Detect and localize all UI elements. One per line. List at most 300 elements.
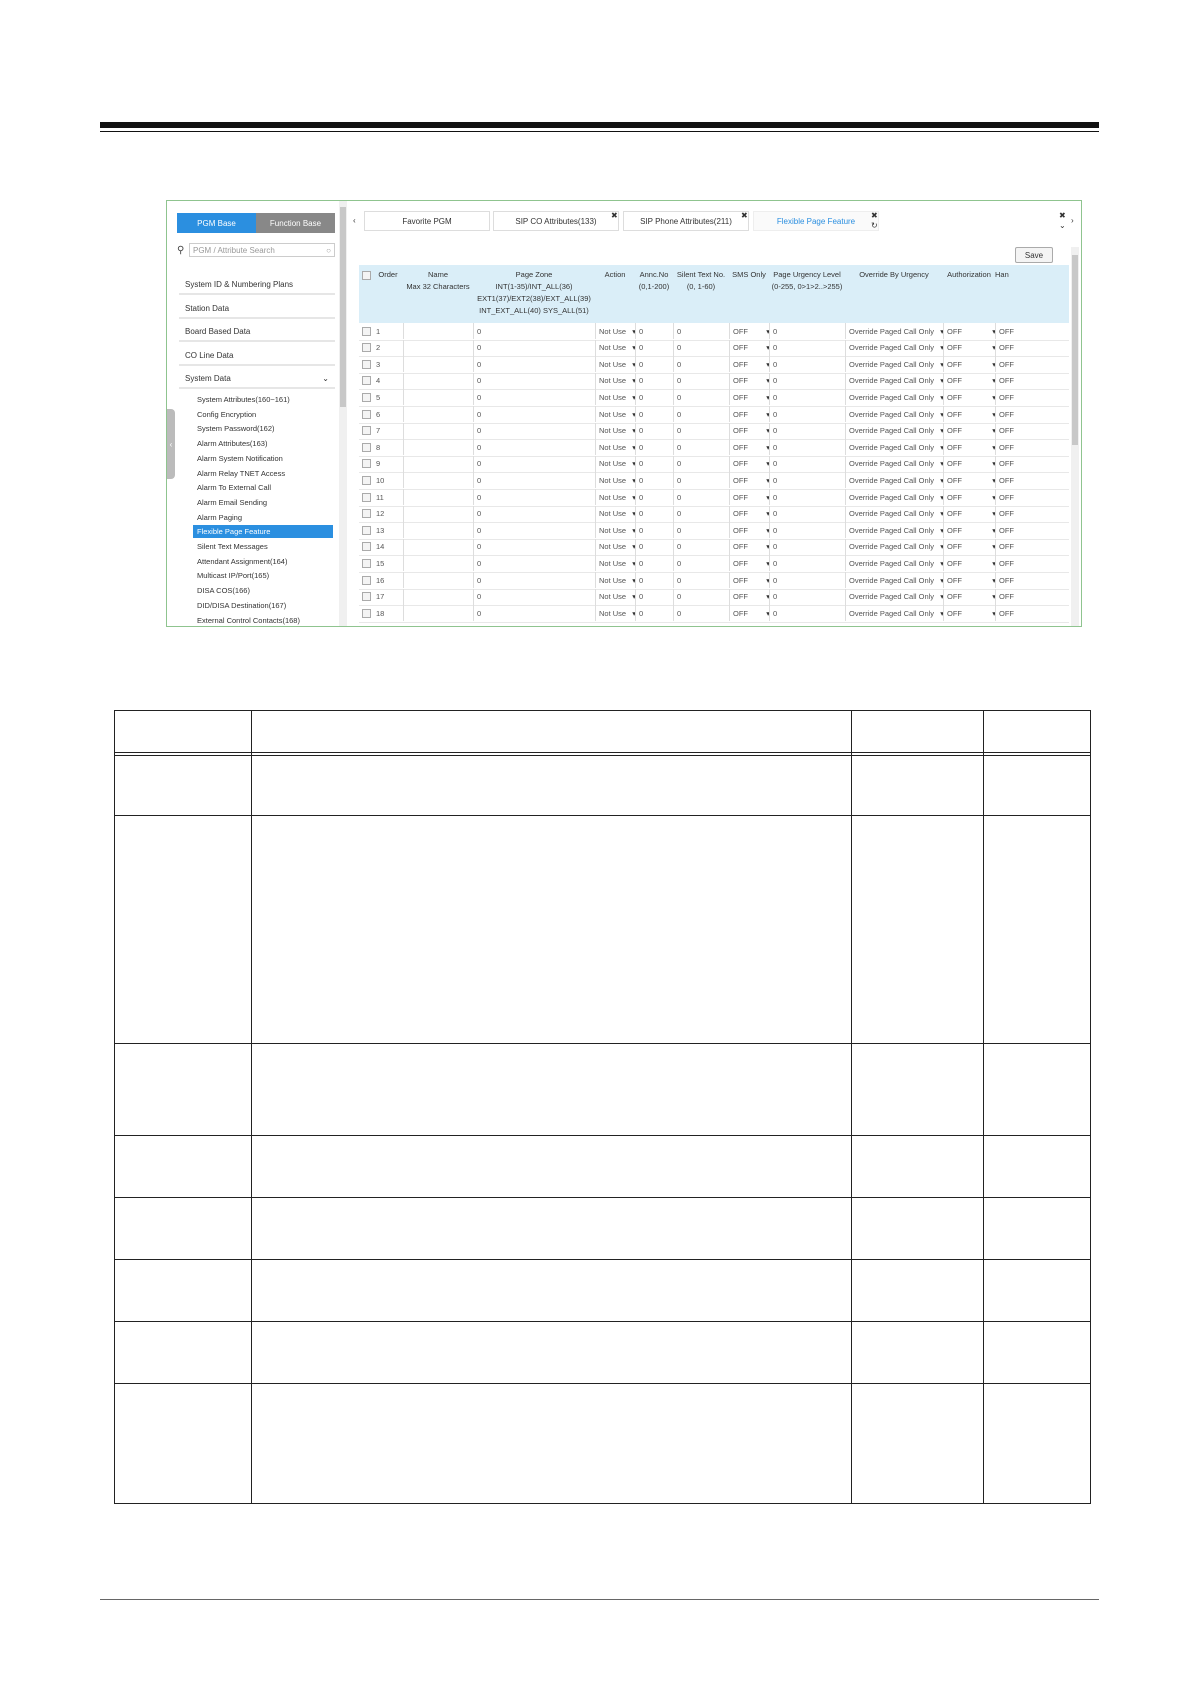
cell-action[interactable]	[595, 423, 639, 439]
dropdown-arrow-icon[interactable]: ▾	[632, 409, 636, 419]
cell-auth[interactable]	[943, 356, 999, 372]
cell-silent[interactable]	[673, 356, 733, 372]
sidebar-subitem-7[interactable]: Alarm Email Sending	[197, 497, 268, 507]
cell-override[interactable]	[845, 406, 947, 422]
cell-urgency[interactable]	[769, 323, 849, 339]
dropdown-arrow-icon[interactable]: ▾	[632, 326, 636, 336]
cell-page_zone[interactable]	[473, 589, 599, 605]
dropdown-arrow-icon[interactable]: ▾	[632, 592, 636, 602]
cell-urgency[interactable]	[769, 439, 849, 455]
cell-sms[interactable]	[729, 506, 773, 522]
tab-flexible-page-feature[interactable]: Flexible Page Feature	[753, 211, 879, 231]
sidebar-subitem-0[interactable]: System Attributes(160~161)	[197, 395, 290, 404]
cell-sms[interactable]	[729, 356, 773, 372]
cell-action[interactable]	[595, 539, 639, 555]
cell-auth[interactable]	[943, 323, 999, 339]
cell-sms[interactable]	[729, 406, 773, 422]
dropdown-arrow-icon[interactable]: ▾	[766, 475, 770, 485]
cell-page_zone[interactable]	[473, 489, 599, 505]
cell-page_zone[interactable]	[473, 389, 599, 405]
cell-auth[interactable]	[943, 522, 999, 538]
cell-sms[interactable]	[729, 572, 773, 588]
close-tab-flexible-page-icon[interactable]: ✖	[871, 211, 878, 220]
cell-page_zone[interactable]	[473, 423, 599, 439]
row-checkbox[interactable]	[362, 443, 371, 452]
cell-auth[interactable]	[943, 389, 999, 405]
cell-sms[interactable]	[729, 522, 773, 538]
sidebar-item-4[interactable]	[179, 369, 335, 389]
cell-annc[interactable]	[635, 555, 677, 571]
tab-list-dropdown-icon[interactable]: ⌄	[1059, 221, 1066, 230]
tab-sip-co-attributes[interactable]: SIP CO Attributes(133)	[493, 211, 619, 231]
dropdown-arrow-icon[interactable]: ▾	[766, 409, 770, 419]
cell-urgency[interactable]	[769, 389, 849, 405]
cell-override[interactable]	[845, 539, 947, 555]
name-input[interactable]	[403, 456, 474, 472]
sidebar-scroll-thumb[interactable]	[340, 207, 346, 407]
dropdown-arrow-icon[interactable]: ▾	[940, 326, 944, 336]
row-checkbox[interactable]	[362, 327, 371, 336]
cell-page_zone[interactable]	[473, 373, 599, 389]
cell-han[interactable]	[995, 423, 1021, 439]
row-checkbox[interactable]	[362, 393, 371, 402]
name-input[interactable]	[403, 373, 474, 389]
cell-auth[interactable]	[943, 439, 999, 455]
sidebar-subitem-3[interactable]: Alarm Attributes(163)	[197, 439, 268, 449]
cell-action[interactable]	[595, 456, 639, 472]
header-han[interactable]: Han	[995, 270, 1009, 279]
sidebar-item-3[interactable]	[179, 346, 335, 366]
dropdown-arrow-icon[interactable]: ▾	[632, 359, 636, 369]
cell-annc[interactable]	[635, 589, 677, 605]
dropdown-arrow-icon[interactable]: ▾	[766, 359, 770, 369]
cell-han[interactable]	[995, 356, 1021, 372]
cell-action[interactable]	[595, 506, 639, 522]
dropdown-arrow-icon[interactable]: ▾	[992, 426, 996, 436]
dropdown-arrow-icon[interactable]: ▾	[992, 558, 996, 568]
cell-annc[interactable]	[635, 572, 677, 588]
close-tab-sip-phone-icon[interactable]: ✖	[741, 211, 748, 220]
cell-page_zone[interactable]	[473, 472, 599, 488]
cell-sms[interactable]	[729, 323, 773, 339]
dropdown-arrow-icon[interactable]: ▾	[632, 426, 636, 436]
sidebar-item-1[interactable]	[179, 299, 335, 319]
dropdown-arrow-icon[interactable]: ▾	[940, 343, 944, 353]
sidebar-scrollbar[interactable]	[339, 201, 347, 626]
cell-action[interactable]	[595, 572, 639, 588]
cell-han[interactable]	[995, 472, 1021, 488]
dropdown-arrow-icon[interactable]: ▾	[940, 359, 944, 369]
cell-annc[interactable]	[635, 340, 677, 356]
dropdown-arrow-icon[interactable]: ▾	[766, 442, 770, 452]
dropdown-arrow-icon[interactable]: ▾	[992, 509, 996, 519]
cell-han[interactable]	[995, 605, 1021, 621]
cell-auth[interactable]	[943, 555, 999, 571]
cell-silent[interactable]	[673, 472, 733, 488]
select-all-checkbox[interactable]	[362, 271, 371, 280]
cell-page_zone[interactable]	[473, 605, 599, 621]
function-base-button[interactable]: Function Base	[256, 213, 335, 233]
sidebar-subitem-6[interactable]: Alarm To External Call	[197, 483, 272, 493]
dropdown-arrow-icon[interactable]: ▾	[940, 392, 944, 402]
header-name[interactable]	[403, 269, 473, 293]
cell-annc[interactable]	[635, 406, 677, 422]
sidebar-subitem-2[interactable]: System Password(162)	[197, 424, 275, 434]
dropdown-arrow-icon[interactable]: ▾	[766, 392, 770, 402]
dropdown-arrow-icon[interactable]: ▾	[632, 459, 636, 469]
cell-override[interactable]	[845, 340, 947, 356]
cell-urgency[interactable]	[769, 506, 849, 522]
cell-han[interactable]	[995, 373, 1021, 389]
cell-action[interactable]	[595, 472, 639, 488]
cell-silent[interactable]	[673, 539, 733, 555]
name-input[interactable]	[403, 489, 474, 505]
cell-urgency[interactable]	[769, 539, 849, 555]
dropdown-arrow-icon[interactable]: ▾	[632, 525, 636, 535]
cell-action[interactable]	[595, 389, 639, 405]
header-silent-text[interactable]	[673, 269, 729, 293]
header-order[interactable]: Order	[378, 270, 398, 279]
cell-override[interactable]	[845, 323, 947, 339]
cell-page_zone[interactable]	[473, 572, 599, 588]
dropdown-arrow-icon[interactable]: ▾	[940, 426, 944, 436]
cell-override[interactable]	[845, 456, 947, 472]
cell-annc[interactable]	[635, 373, 677, 389]
tabs-left-arrow-icon[interactable]: ‹	[353, 216, 356, 225]
cell-silent[interactable]	[673, 572, 733, 588]
header-annc-no[interactable]	[635, 269, 673, 293]
dropdown-arrow-icon[interactable]: ▾	[940, 542, 944, 552]
cell-override[interactable]	[845, 472, 947, 488]
refresh-tab-icon[interactable]: ↻	[871, 221, 878, 230]
cell-sms[interactable]	[729, 340, 773, 356]
row-checkbox[interactable]	[362, 343, 371, 352]
cell-override[interactable]	[845, 356, 947, 372]
row-checkbox[interactable]	[362, 542, 371, 551]
row-checkbox[interactable]	[362, 509, 371, 518]
cell-action[interactable]	[595, 489, 639, 505]
cell-annc[interactable]	[635, 489, 677, 505]
row-checkbox[interactable]	[362, 476, 371, 485]
dropdown-arrow-icon[interactable]: ▾	[766, 492, 770, 502]
tab-sip-phone-attributes[interactable]: SIP Phone Attributes(211)	[623, 211, 749, 231]
cell-urgency[interactable]	[769, 572, 849, 588]
grid-scrollbar[interactable]	[1071, 247, 1079, 626]
close-all-tabs-icon[interactable]: ✖	[1059, 211, 1066, 220]
cell-action[interactable]	[595, 373, 639, 389]
dropdown-arrow-icon[interactable]: ▾	[992, 608, 996, 618]
cell-han[interactable]	[995, 489, 1021, 505]
dropdown-arrow-icon[interactable]: ▾	[992, 542, 996, 552]
dropdown-arrow-icon[interactable]: ▾	[940, 376, 944, 386]
cell-han[interactable]	[995, 506, 1021, 522]
dropdown-arrow-icon[interactable]: ▾	[940, 592, 944, 602]
cell-urgency[interactable]	[769, 356, 849, 372]
cell-sms[interactable]	[729, 472, 773, 488]
dropdown-arrow-icon[interactable]: ▾	[632, 442, 636, 452]
sidebar-subitem-13[interactable]: DISA COS(166)	[197, 586, 250, 596]
dropdown-arrow-icon[interactable]: ▾	[766, 509, 770, 519]
cell-annc[interactable]	[635, 539, 677, 555]
cell-annc[interactable]	[635, 506, 677, 522]
cell-annc[interactable]	[635, 323, 677, 339]
cell-sms[interactable]	[729, 589, 773, 605]
cell-annc[interactable]	[635, 439, 677, 455]
name-input[interactable]	[403, 605, 474, 621]
header-page-urgency[interactable]	[769, 269, 845, 293]
dropdown-arrow-icon[interactable]: ▾	[992, 492, 996, 502]
cell-urgency[interactable]	[769, 373, 849, 389]
cell-urgency[interactable]	[769, 340, 849, 356]
grid-scroll-thumb[interactable]	[1072, 255, 1078, 445]
cell-silent[interactable]	[673, 489, 733, 505]
dropdown-arrow-icon[interactable]: ▾	[632, 475, 636, 485]
dropdown-arrow-icon[interactable]: ▾	[632, 558, 636, 568]
cell-auth[interactable]	[943, 373, 999, 389]
cell-auth[interactable]	[943, 423, 999, 439]
cell-urgency[interactable]	[769, 555, 849, 571]
row-checkbox[interactable]	[362, 559, 371, 568]
cell-sms[interactable]	[729, 605, 773, 621]
cell-annc[interactable]	[635, 389, 677, 405]
row-checkbox[interactable]	[362, 609, 371, 618]
cell-urgency[interactable]	[769, 456, 849, 472]
name-input[interactable]	[403, 389, 474, 405]
cell-action[interactable]	[595, 323, 639, 339]
dropdown-arrow-icon[interactable]: ▾	[766, 376, 770, 386]
search-input[interactable]	[189, 243, 335, 257]
row-checkbox[interactable]	[362, 426, 371, 435]
dropdown-arrow-icon[interactable]: ▾	[992, 575, 996, 585]
cell-action[interactable]	[595, 522, 639, 538]
clear-icon[interactable]: ○	[326, 245, 331, 255]
cell-override[interactable]	[845, 572, 947, 588]
cell-page_zone[interactable]	[473, 522, 599, 538]
cell-silent[interactable]	[673, 340, 733, 356]
cell-han[interactable]	[995, 340, 1021, 356]
header-page-zone[interactable]	[473, 269, 595, 317]
dropdown-arrow-icon[interactable]: ▾	[940, 442, 944, 452]
name-input[interactable]	[403, 572, 474, 588]
name-input[interactable]	[403, 340, 474, 356]
cell-urgency[interactable]	[769, 522, 849, 538]
cell-annc[interactable]	[635, 456, 677, 472]
header-action[interactable]: Action	[604, 270, 626, 279]
cell-han[interactable]	[995, 539, 1021, 555]
cell-han[interactable]	[995, 456, 1021, 472]
cell-override[interactable]	[845, 589, 947, 605]
cell-urgency[interactable]	[769, 472, 849, 488]
name-input[interactable]	[403, 539, 474, 555]
cell-page_zone[interactable]	[473, 356, 599, 372]
cell-sms[interactable]	[729, 555, 773, 571]
dropdown-arrow-icon[interactable]: ▾	[632, 376, 636, 386]
dropdown-arrow-icon[interactable]: ▾	[766, 326, 770, 336]
sidebar-item-0[interactable]	[179, 275, 335, 295]
sidebar-subitem-12[interactable]: Multicast IP/Port(165)	[197, 571, 270, 581]
cell-action[interactable]	[595, 406, 639, 422]
dropdown-arrow-icon[interactable]: ▾	[940, 409, 944, 419]
cell-override[interactable]	[845, 373, 947, 389]
cell-override[interactable]	[845, 489, 947, 505]
cell-urgency[interactable]	[769, 489, 849, 505]
sidebar-subitem-8[interactable]: Alarm Paging	[197, 512, 243, 522]
name-input[interactable]	[403, 506, 474, 522]
cell-silent[interactable]	[673, 522, 733, 538]
sidebar-subitem-4[interactable]: Alarm System Notification	[197, 453, 283, 463]
cell-han[interactable]	[995, 572, 1021, 588]
cell-page_zone[interactable]	[473, 340, 599, 356]
cell-silent[interactable]	[673, 506, 733, 522]
cell-auth[interactable]	[943, 472, 999, 488]
cell-page_zone[interactable]	[473, 539, 599, 555]
tab-favorite-pgm[interactable]: Favorite PGM	[364, 211, 490, 231]
cell-annc[interactable]	[635, 356, 677, 372]
dropdown-arrow-icon[interactable]: ▾	[632, 343, 636, 353]
cell-override[interactable]	[845, 423, 947, 439]
sidebar-subitem-15[interactable]: External Control Contacts(168)	[197, 615, 300, 625]
cell-auth[interactable]	[943, 506, 999, 522]
cell-silent[interactable]	[673, 406, 733, 422]
sidebar-item-2[interactable]	[179, 322, 335, 342]
header-override-by-urgency[interactable]: Override By Urgency	[859, 270, 929, 279]
dropdown-arrow-icon[interactable]: ▾	[992, 409, 996, 419]
dropdown-arrow-icon[interactable]: ▾	[940, 475, 944, 485]
dropdown-arrow-icon[interactable]: ▾	[992, 442, 996, 452]
cell-sms[interactable]	[729, 439, 773, 455]
cell-annc[interactable]	[635, 605, 677, 621]
cell-auth[interactable]	[943, 340, 999, 356]
dropdown-arrow-icon[interactable]: ▾	[766, 525, 770, 535]
dropdown-arrow-icon[interactable]: ▾	[632, 509, 636, 519]
sidebar-subitem-14[interactable]: DID/DISA Destination(167)	[197, 600, 287, 610]
dropdown-arrow-icon[interactable]: ▾	[766, 608, 770, 618]
cell-han[interactable]	[995, 389, 1021, 405]
cell-page_zone[interactable]	[473, 555, 599, 571]
cell-han[interactable]	[995, 406, 1021, 422]
cell-override[interactable]	[845, 389, 947, 405]
cell-action[interactable]	[595, 356, 639, 372]
sidebar-subitem-11[interactable]: Attendant Assignment(164)	[197, 556, 288, 566]
cell-override[interactable]	[845, 522, 947, 538]
dropdown-arrow-icon[interactable]: ▾	[766, 459, 770, 469]
sidebar-subitem-9[interactable]: Flexible Page Feature	[193, 525, 333, 538]
dropdown-arrow-icon[interactable]: ▾	[632, 575, 636, 585]
cell-han[interactable]	[995, 522, 1021, 538]
cell-urgency[interactable]	[769, 605, 849, 621]
row-checkbox[interactable]	[362, 410, 371, 419]
sidebar-subitem-5[interactable]: Alarm Relay TNET Access	[197, 468, 286, 478]
cell-override[interactable]	[845, 605, 947, 621]
cell-annc[interactable]	[635, 522, 677, 538]
dropdown-arrow-icon[interactable]: ▾	[766, 575, 770, 585]
dropdown-arrow-icon[interactable]: ▾	[992, 475, 996, 485]
cell-silent[interactable]	[673, 439, 733, 455]
cell-page_zone[interactable]	[473, 323, 599, 339]
dropdown-arrow-icon[interactable]: ▾	[940, 608, 944, 618]
cell-han[interactable]	[995, 589, 1021, 605]
cell-sms[interactable]	[729, 539, 773, 555]
cell-sms[interactable]	[729, 389, 773, 405]
sidebar-subitem-1[interactable]: Config Encryption	[197, 409, 257, 419]
dropdown-arrow-icon[interactable]: ▾	[992, 392, 996, 402]
cell-silent[interactable]	[673, 605, 733, 621]
cell-urgency[interactable]	[769, 406, 849, 422]
tabs-right-arrow-icon[interactable]: ›	[1071, 216, 1074, 225]
row-checkbox[interactable]	[362, 592, 371, 601]
dropdown-arrow-icon[interactable]: ▾	[940, 558, 944, 568]
collapse-sidebar-handle[interactable]: ‹	[167, 409, 175, 479]
save-button[interactable]: Save	[1015, 247, 1053, 263]
cell-urgency[interactable]	[769, 589, 849, 605]
row-checkbox[interactable]	[362, 376, 371, 385]
cell-auth[interactable]	[943, 456, 999, 472]
cell-auth[interactable]	[943, 489, 999, 505]
dropdown-arrow-icon[interactable]: ▾	[766, 558, 770, 568]
dropdown-arrow-icon[interactable]: ▾	[992, 459, 996, 469]
cell-override[interactable]	[845, 439, 947, 455]
dropdown-arrow-icon[interactable]: ▾	[992, 376, 996, 386]
name-input[interactable]	[403, 439, 474, 455]
cell-override[interactable]	[845, 506, 947, 522]
chevron-down-icon[interactable]: ⌄	[322, 373, 329, 383]
cell-silent[interactable]	[673, 456, 733, 472]
dropdown-arrow-icon[interactable]: ▾	[992, 326, 996, 336]
header-sms-only[interactable]: SMS Only	[732, 270, 766, 279]
close-tab-sip-co-icon[interactable]: ✖	[611, 211, 618, 220]
row-checkbox[interactable]	[362, 360, 371, 369]
header-authorization[interactable]: Authorization	[947, 270, 991, 279]
name-input[interactable]	[403, 522, 474, 538]
row-checkbox[interactable]	[362, 526, 371, 535]
cell-page_zone[interactable]	[473, 456, 599, 472]
dropdown-arrow-icon[interactable]: ▾	[992, 525, 996, 535]
cell-silent[interactable]	[673, 589, 733, 605]
name-input[interactable]	[403, 406, 474, 422]
dropdown-arrow-icon[interactable]: ▾	[632, 608, 636, 618]
dropdown-arrow-icon[interactable]: ▾	[992, 359, 996, 369]
name-input[interactable]	[403, 423, 474, 439]
cell-auth[interactable]	[943, 605, 999, 621]
cell-auth[interactable]	[943, 589, 999, 605]
cell-action[interactable]	[595, 555, 639, 571]
row-checkbox[interactable]	[362, 576, 371, 585]
cell-action[interactable]	[595, 439, 639, 455]
cell-han[interactable]	[995, 323, 1021, 339]
dropdown-arrow-icon[interactable]: ▾	[992, 592, 996, 602]
cell-auth[interactable]	[943, 572, 999, 588]
cell-annc[interactable]	[635, 472, 677, 488]
cell-han[interactable]	[995, 439, 1021, 455]
cell-page_zone[interactable]	[473, 506, 599, 522]
dropdown-arrow-icon[interactable]: ▾	[766, 592, 770, 602]
dropdown-arrow-icon[interactable]: ▾	[632, 392, 636, 402]
name-input[interactable]	[403, 356, 474, 372]
cell-silent[interactable]	[673, 555, 733, 571]
cell-action[interactable]	[595, 589, 639, 605]
cell-auth[interactable]	[943, 539, 999, 555]
cell-sms[interactable]	[729, 373, 773, 389]
dropdown-arrow-icon[interactable]: ▾	[940, 492, 944, 502]
dropdown-arrow-icon[interactable]: ▾	[940, 575, 944, 585]
cell-silent[interactable]	[673, 389, 733, 405]
cell-urgency[interactable]	[769, 423, 849, 439]
dropdown-arrow-icon[interactable]: ▾	[992, 343, 996, 353]
cell-action[interactable]	[595, 340, 639, 356]
name-input[interactable]	[403, 589, 474, 605]
dropdown-arrow-icon[interactable]: ▾	[766, 343, 770, 353]
dropdown-arrow-icon[interactable]: ▾	[766, 542, 770, 552]
